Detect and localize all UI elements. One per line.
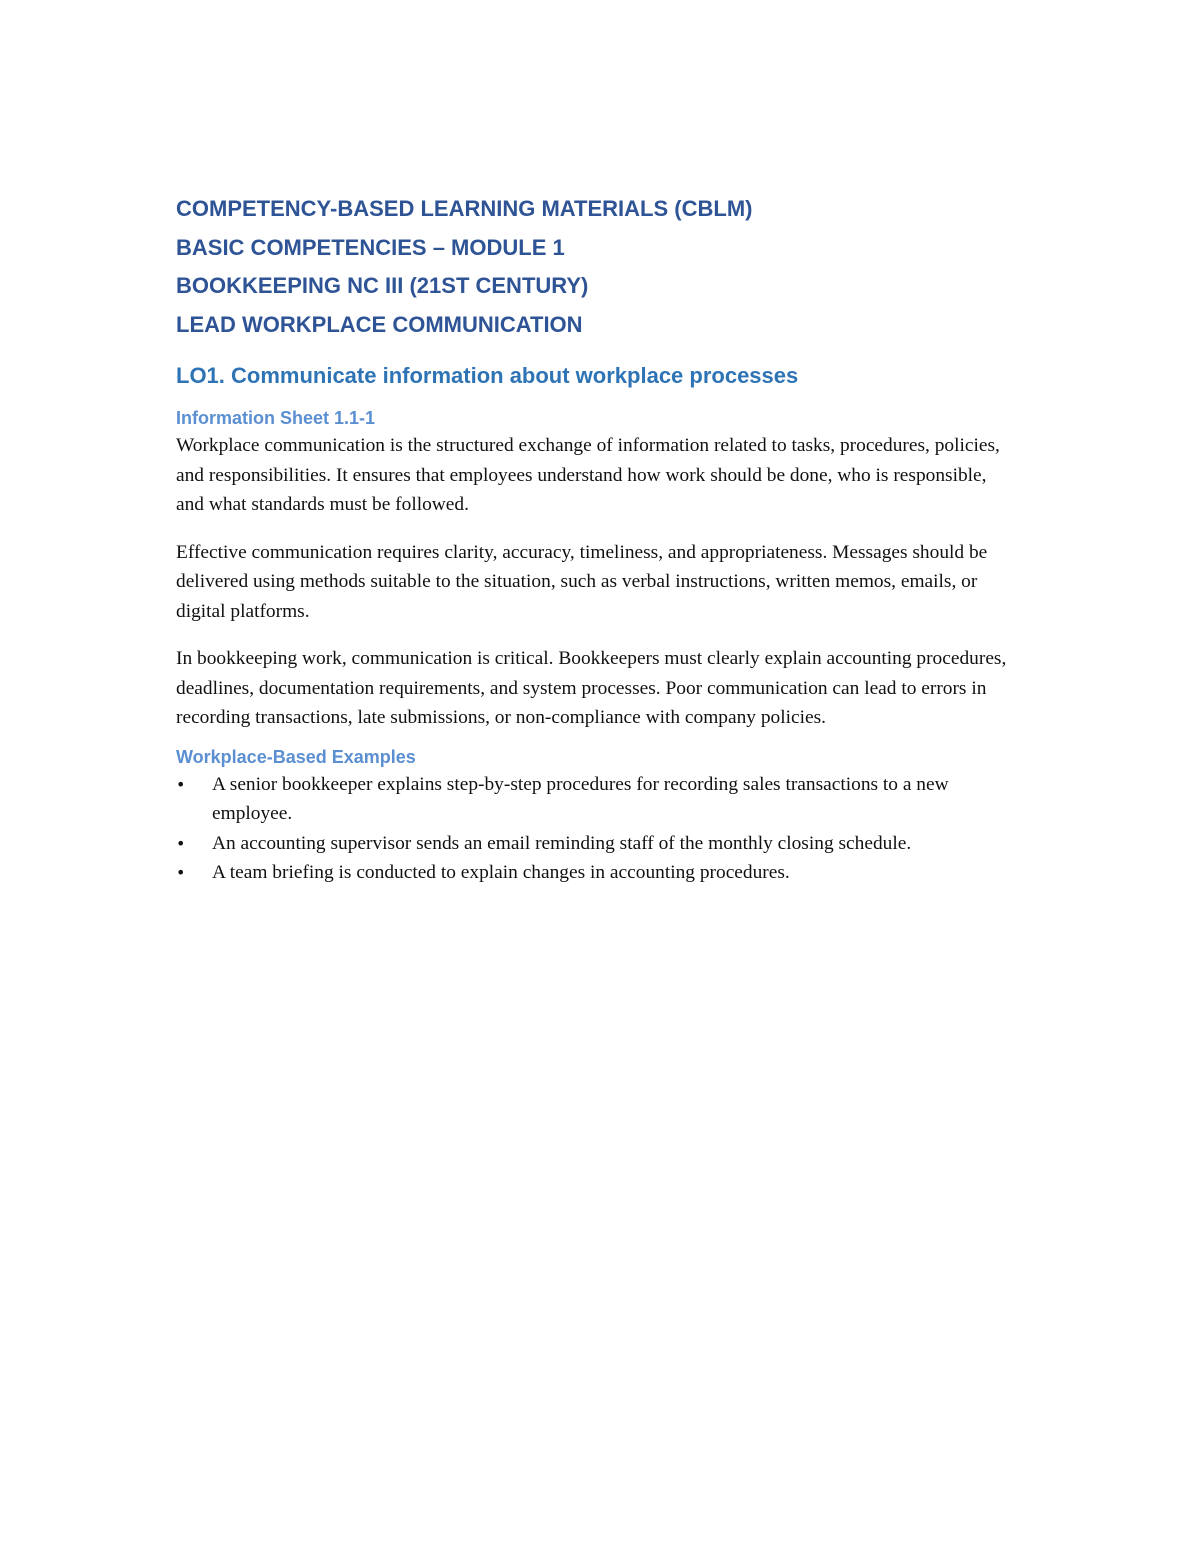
list-item xyxy=(176,770,1016,829)
paragraph-definition: Workplace communication is the structured exchange of information related to tasks, procedures, policies, and responsibilities. It ensures that employees understand how work should be done, who is responsible, and what standards must be followed. xyxy=(176,435,1000,515)
bullet-icon: • xyxy=(176,863,186,882)
list-item-text: A team briefing is conducted to explain changes in accounting procedures. xyxy=(212,862,790,883)
list-item xyxy=(176,858,1016,888)
examples-heading: Workplace-Based Examples xyxy=(176,746,416,767)
information-sheet-heading: Information Sheet 1.1-1 xyxy=(176,408,376,428)
list-item-text: An accounting supervisor sends an email reminding staff of the monthly closing schedule. xyxy=(212,832,912,854)
title-line-module: BASIC COMPETENCIES – MODULE 1 xyxy=(176,234,565,260)
bullet-icon: • xyxy=(176,833,186,853)
bullet-icon: • xyxy=(176,774,186,794)
examples-list xyxy=(176,770,1016,888)
document-page xyxy=(176,190,1016,888)
title-line-unit: LEAD WORKPLACE COMMUNICATION xyxy=(176,311,583,337)
title-line-qualification: BOOKKEEPING NC III (21ST CENTURY) xyxy=(176,273,589,298)
title-line-cblm: COMPETENCY-BASED LEARNING MATERIALS (CBLM) xyxy=(176,196,753,221)
learning-outcome-heading: LO1. Communicate information about workplace processes xyxy=(176,363,799,388)
list-item-text: A senior bookkeeper explains step-by-step procedures for recording sales transactions to a new employee. xyxy=(212,773,949,824)
information-sheet-body xyxy=(176,431,1016,733)
paragraph-bookkeeping: In bookkeeping work, communication is critical. Bookkeepers must clearly explain accounting procedures, deadlines, documentation requirements, and system processes. Poor communication can lead to errors in recording transactions, late submissions, or non-compliance with company policies. xyxy=(176,648,1007,728)
document-title-block xyxy=(176,190,1016,344)
list-item xyxy=(176,829,1016,859)
paragraph-effective-communication: Effective communication requires clarity, accuracy, timeliness, and appropriateness. Messages should be delivered using methods suitable to the situation, such as verbal instructions, written memos, emails, or digital platforms. xyxy=(176,541,988,622)
